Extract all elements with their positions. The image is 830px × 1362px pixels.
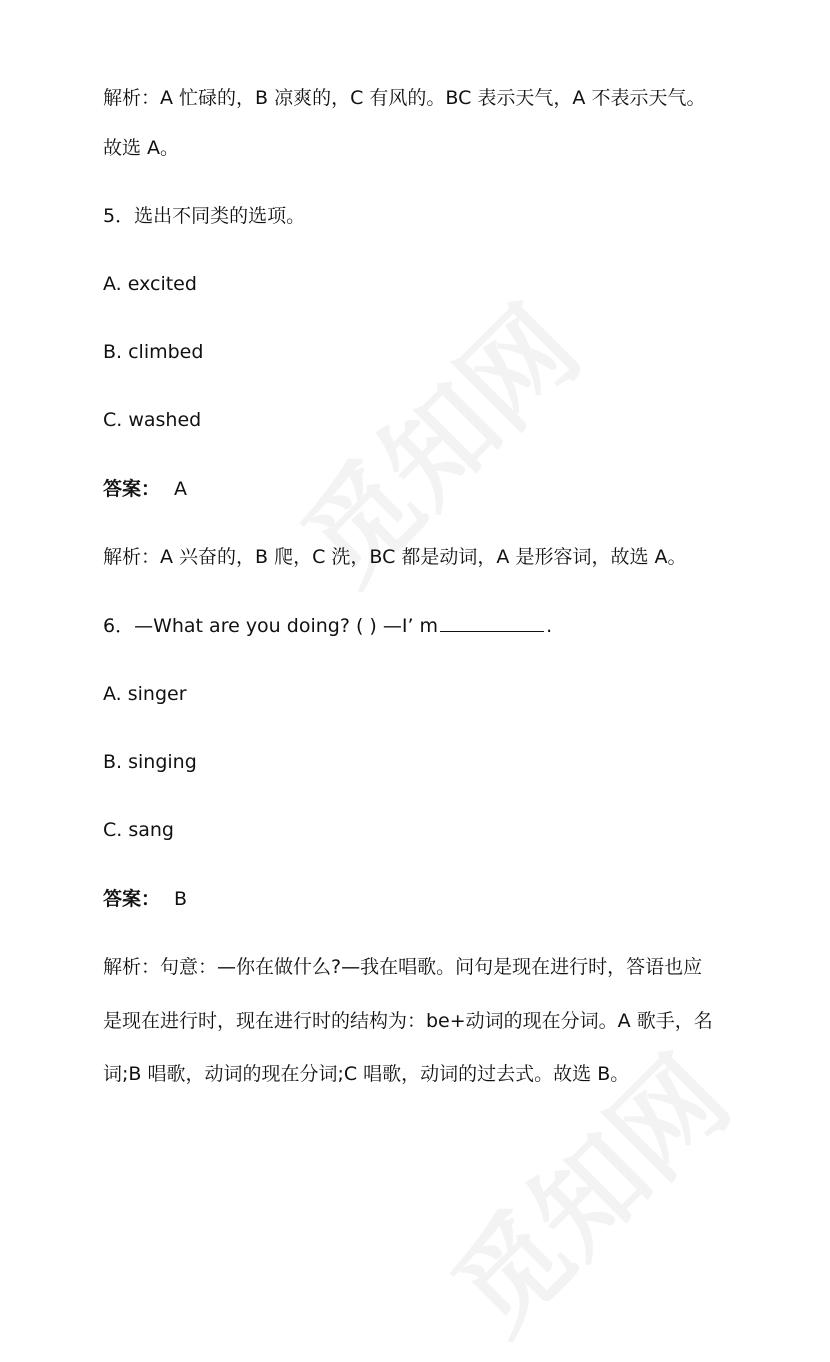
q6-answer: [103, 885, 187, 913]
q6-option-b: B. singing: [103, 751, 197, 773]
answer-label: 答案：: [103, 478, 161, 500]
q5-option-a: A. excited: [103, 273, 197, 295]
answer-value: B: [174, 888, 188, 910]
answer-blank: [440, 611, 544, 632]
answer-label: 答案：: [103, 888, 161, 910]
q5-option-c: C. washed: [103, 409, 202, 431]
q4-analysis-line2: 故选 A。: [103, 137, 180, 159]
q6-option-a: A. singer: [103, 683, 187, 705]
question-text: 6．—What are you doing? ( ) —I’ m: [103, 615, 439, 637]
q6-option-c: C. sang: [103, 819, 174, 841]
q6-question: [103, 611, 552, 640]
q5-option-b: B. climbed: [103, 341, 204, 363]
q4-analysis-line1: 解析：A 忙碌的，B 凉爽的，C 有风的。BC 表示天气，A 不表示天气。: [103, 87, 706, 109]
q5-analysis: 解析：A 兴奋的，B 爬，C 洗，BC 都是动词，A 是形容词，故选 A。: [103, 546, 687, 568]
q6-analysis-line2: 是现在进行时，现在进行时的结构为：be+动词的现在分词。A 歌手，名: [103, 1010, 713, 1032]
q6-analysis-line1: 解析：句意：—你在做什么?—我在唱歌。问句是现在进行时，答语也应: [103, 956, 703, 978]
answer-value: A: [174, 478, 188, 500]
question-suffix: .: [546, 615, 553, 637]
q5-question: 5．选出不同类的选项。: [103, 205, 306, 227]
q6-analysis-line3: 词;B 唱歌，动词的现在分词;C 唱歌，动词的过去式。故选 B。: [103, 1063, 630, 1085]
q5-answer: [103, 475, 187, 503]
